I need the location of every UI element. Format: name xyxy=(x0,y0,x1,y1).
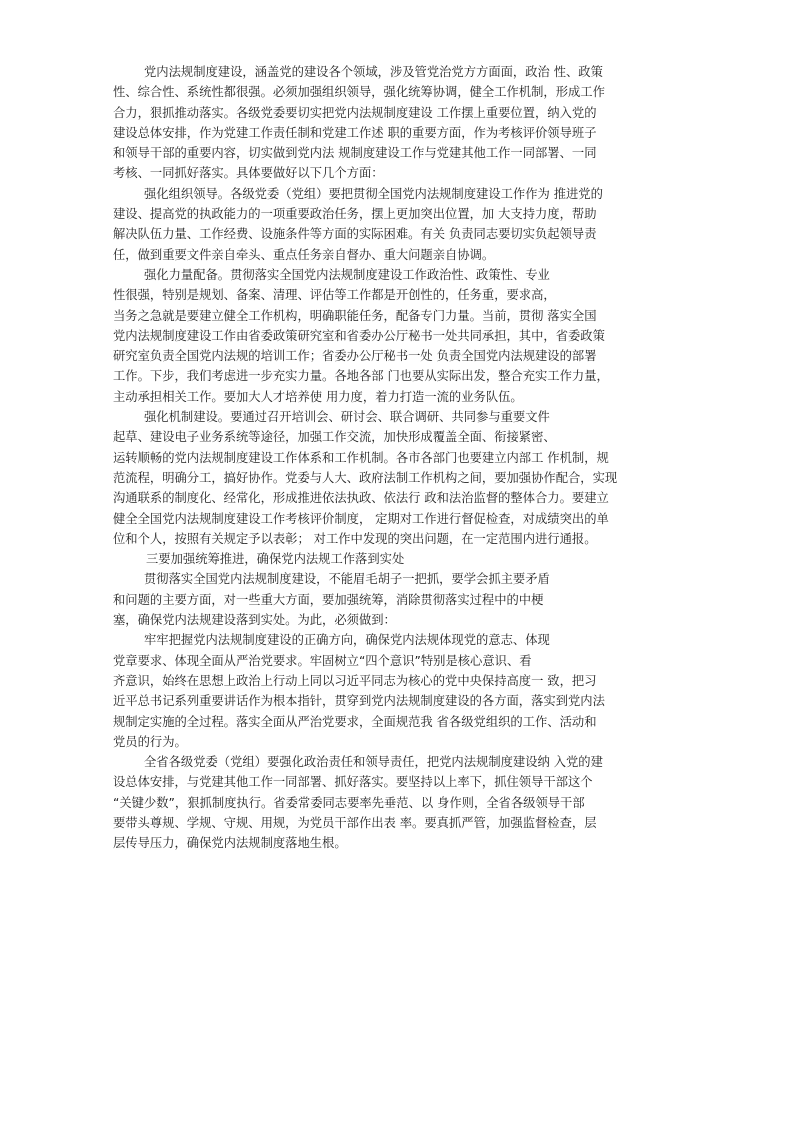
paragraph-line: 任，做到重要文件亲自牵头、重点任务亲自督办、重大问题亲自协调。 xyxy=(113,247,495,262)
paragraph-line: 强化机制建设。要通过召开培训会、研讨会、联合调研、共同参与重要文件 xyxy=(144,410,550,425)
paragraph-line: 强化力量配备。贯彻落实全国党内法规制度建设工作政治性、政策性、专业 xyxy=(144,267,550,282)
paragraph-line: 齐意识，始终在思想上政治上行动上同以习近平同志为核心的党中央保持高度一 致，把习 xyxy=(113,673,597,688)
paragraph-line: 性、综合性、系统性都很强。必须加强组织领导，强化统筹协调，健全工作机制，形成工作 xyxy=(113,85,605,100)
paragraph-line: 塞，确保党内法规建设落到实处。为此，必须做到： xyxy=(113,613,396,628)
paragraph-line: 党员的行为。 xyxy=(113,734,187,749)
paragraph-line: 党章要求、体现全面从严治党要求。牢固树立“四个意识”特别是核心意识、看 xyxy=(113,653,532,668)
paragraph-line: 健全全国党内法规制度建设工作考核评价制度， 定期对工作进行督促检查，对成绩突出的单 xyxy=(113,511,609,526)
paragraph-line: 建设、提高党的执政能力的一项重要政治任务，摆上更加突出位置，加 大支持力度，帮助 xyxy=(113,207,597,222)
paragraph-line: 层传导压力，确保党内法规制度落地生根。 xyxy=(113,836,347,851)
section-heading: 三要加强统筹推进，确保党内法规工作落到实处 xyxy=(146,552,405,567)
paragraph-line: 当务之急就是要建立健全工作机构，明确职能任务，配备专门力量。当前，贯彻 落实全国 xyxy=(113,308,597,323)
paragraph-line: 合力，狠抓推动落实。各级党委要切实把党内法规制度建设 工作摆上重要位置，纳入党的 xyxy=(113,105,597,120)
paragraph-line: 贯彻落实全国党内法规制度建设，不能眉毛胡子一把抓，要学会抓主要矛盾 xyxy=(144,572,550,587)
paragraph-line: 沟通联系的制度化、经常化，形成推进依法执政、依法行 政和法治监督的整体合力。要建立 xyxy=(113,491,609,506)
paragraph-line: 研究室负责全国党内法规的培训工作；省委办公厅秘书一处 负责全国党内法规建设的部署 xyxy=(113,349,597,364)
paragraph-line: 性很强，特别是规划、备案、清理、评估等工作都是开创性的，任务重，要求高， xyxy=(113,288,556,303)
paragraph-line: 和问题的主要方面，对一些重大方面，要加强统筹，消除贯彻落实过程中的中梗 xyxy=(113,592,544,607)
paragraph-line: 规制定实施的全过程。落实全面从严治党要求，全面规范我 省各级党组织的工作、活动和 xyxy=(113,714,597,729)
paragraph-line: 近平总书记系列重要讲话作为根本指针，贯穿到党内法规制度建设的各方面，落实到党内法 xyxy=(113,694,605,709)
paragraph-line: 运转顺畅的党内法规制度建设工作体系和工作机制。各市各部门也要建立内部工 作机制，规 xyxy=(113,450,609,465)
paragraph-line: 主动承担相关工作。要加大人才培养使 用力度，着力打造一流的业务队伍。 xyxy=(113,389,523,404)
paragraph-line: 和领导干部的重要内容，切实做到党内法 规制度建设工作与党建其他工作一同部署、一同 xyxy=(113,146,597,161)
document-body xyxy=(113,62,693,854)
paragraph-line: 建设总体安排，作为党建工作责任制和党建工作述 职的重要方面，作为考核评价领导班子 xyxy=(113,125,597,140)
paragraph-line: 党内法规制度建设，涵盖党的建设各个领域，涉及管党治党方方面面，政治 性、政策 xyxy=(144,65,603,79)
paragraph-line: 工作。下步，我们考虑进一步充实力量。各地各部 门也要从实际出发，整合充实工作力量， xyxy=(113,369,609,384)
paragraph-line: 全省各级党委（党组）要强化政治责任和领导责任，把党内法规制度建设纳 入党的建 xyxy=(144,755,603,770)
paragraph-line: 强化组织领导。各级党委（党组）要把贯彻全国党内法规制度建设工作作为 推进党的 xyxy=(144,186,603,201)
paragraph-line: 范流程，明确分工，搞好协作。党委与人大、政府法制工作机构之间，要加强协作配合，实现 xyxy=(113,470,618,485)
paragraph-line: 解决队伍力量、工作经费、设施条件等方面的实际困难。有关 负责同志要切实负起领导责 xyxy=(113,227,597,242)
paragraph-line: 起草、建设电子业务系统等途径，加强工作交流，加快形成覆盖全面、衔接紧密、 xyxy=(113,430,556,445)
paragraph-line: 党内法规制度建设工作由省委政策研究室和省委办公厅秘书一处共同承担，其中，省委政策 xyxy=(113,328,605,343)
paragraph-line: 牢牢把握党内法规制度建设的正确方向，确保党内法规体现党的意志、体现 xyxy=(144,633,550,648)
paragraph-line: 要带头尊规、学规、守规、用规，为党员干部作出表 率。要真抓严管，加强监督检查，层 xyxy=(113,815,597,830)
paragraph-line: 设总体安排，与党建其他工作一同部署、抓好落实。要坚持以上率下，抓住领导干部这个 xyxy=(113,775,593,790)
paragraph-line: 位和个人，按照有关规定予以表彰； 对工作中发现的突出问题，在一定范围内进行通报。 xyxy=(113,531,597,546)
paragraph-line: “关键少数”，狠抓制度执行。省委常委同志要率先垂范、以 身作则，全省各级领导干部 xyxy=(113,795,585,810)
paragraph-line: 考核、一同抓好落实。具体要做好以下几个方面： xyxy=(113,166,384,181)
